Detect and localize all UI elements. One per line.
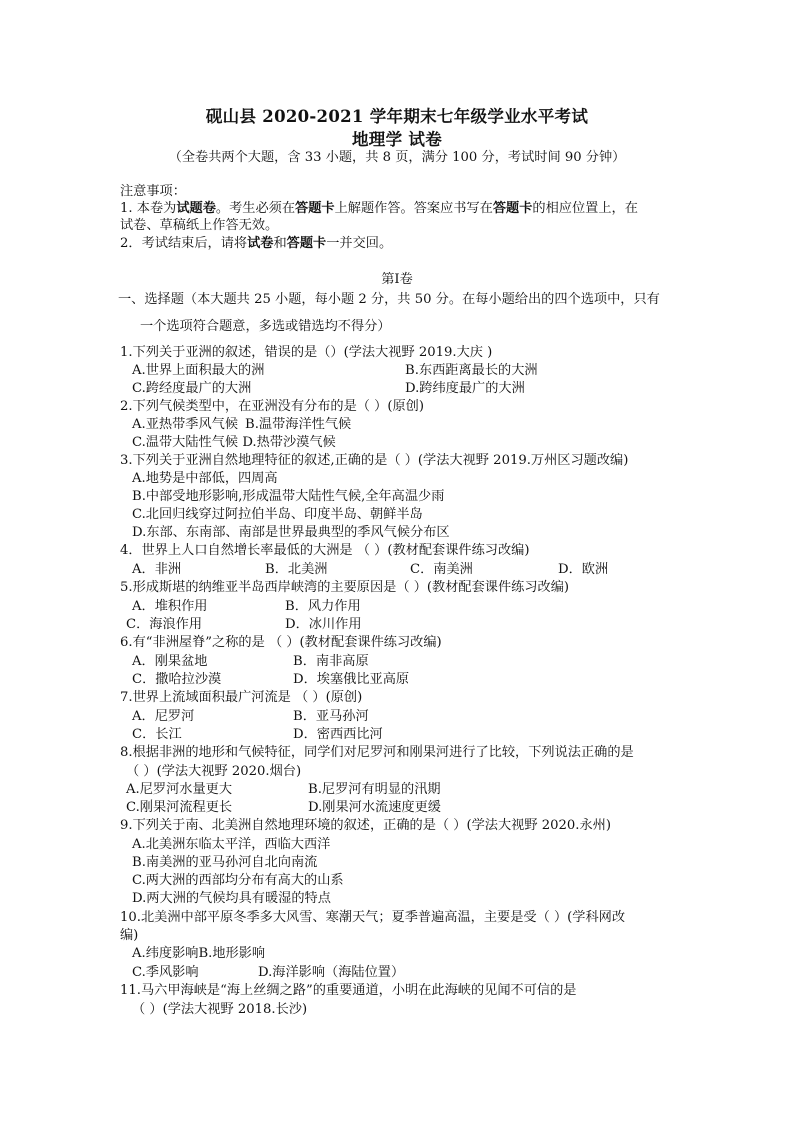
question-2-option-cd: C.温带大陆性气候 D.热带沙漠气候 xyxy=(132,435,336,450)
question-3-option-a: A.地势是中部低，四周高 xyxy=(132,471,278,486)
question-1-stem: 1.下列关于亚洲的叙述，错误的是（）(学法大视野 2019.大庆 ) xyxy=(120,345,493,360)
exam-info: （全卷共两个大题，含 33 小题，共 8 页，满分 100 分，考试时间 90 分钟） xyxy=(168,150,626,165)
question-9-option-b: B.南美洲的亚马孙河自北向南流 xyxy=(132,855,318,870)
question-4-option-b: B．北美洲 xyxy=(265,562,328,577)
question-2-option-a: A.亚热带季风气候 xyxy=(132,417,239,432)
question-9-option-d: D.两大洲的气候均具有暖湿的特点 xyxy=(132,891,331,906)
question-9-stem: 9.下列关于南、北美洲自然地理环境的叙述，正确的是（ ）(学法大视野 2020.永州) xyxy=(120,818,612,833)
question-10-stem: 10.北美洲中部平原冬季多大风雪、寒潮天气；夏季普遍高温，主要是受（ ）(学科网改 xyxy=(120,910,626,925)
section-instruction: 一、选择题（本大题共 25 小题，每小题 2 分，共 50 分。在每小题给出的四个选项中，只有 xyxy=(118,292,660,307)
question-7-option-c: C．长江 xyxy=(132,727,182,742)
question-9-option-a: A.北美洲东临太平洋，西临大西洋 xyxy=(132,837,331,852)
question-5-stem: 5.形成斯堪的纳维亚半岛西岸峡湾的主要原因是（ ）(教材配套课件练习改编) xyxy=(120,580,570,595)
question-10-option-ab: A.纬度影响B.地形影响 xyxy=(132,946,266,961)
question-10-option-c: C.季风影响 xyxy=(132,965,199,980)
question-11-stem: 11.马六甲海峡是“海上丝绸之路”的重要通道，小明在此海峡的见闻不可信的是 xyxy=(120,983,577,998)
question-9-option-c: C.两大洲的西部均分布有高大的山系 xyxy=(132,873,344,888)
question-8-stem-cont: （ ）(学法大视野 2020.烟台) xyxy=(126,764,302,779)
question-7-option-a: A．尼罗河 xyxy=(132,709,195,724)
question-7-option-d: D．密西西比河 xyxy=(293,727,383,742)
question-2-stem: 2.下列气候类型中，在亚洲没有分布的是（ ）(原创) xyxy=(120,399,424,414)
notice-item-2: 2．考试结束后，请将试卷和答题卡一并交回。 xyxy=(120,236,393,251)
question-5-option-a: A．堆积作用 xyxy=(132,599,208,614)
question-6-option-b: B．南非高原 xyxy=(293,654,369,669)
notice-item-1-cont: 试卷、草稿纸上作答无效。 xyxy=(120,218,279,233)
question-8-option-b: B.尼罗河有明显的汛期 xyxy=(308,782,441,797)
question-3-stem: 3.下列关于亚洲自然地理特征的叙述,正确的是（ ）(学法大视野 2019.万州区习题改编) xyxy=(120,453,629,468)
question-6-option-a: A．刚果盆地 xyxy=(132,654,208,669)
question-8-stem: 8.根据非洲的地形和气候特征，同学们对尼罗河和刚果河进行了比较，下列说法正确的是 xyxy=(120,745,634,760)
question-3-option-d: D.东部、东南部、南部是世界最典型的季风气候分布区 xyxy=(132,525,450,540)
question-4-option-d: D．欧洲 xyxy=(558,562,609,577)
question-1-option-d: D.跨纬度最广的大洲 xyxy=(405,381,525,396)
section-instruction-cont: 一个选项符合题意，多选或错选均不得分） xyxy=(140,319,391,334)
question-5-option-d: D．冰川作用 xyxy=(285,617,362,632)
question-6-option-c: C．撒哈拉沙漠 xyxy=(132,672,222,687)
question-10-stem-cont: 编) xyxy=(120,928,139,943)
exam-title: 砚山县 2020-2021 学年期末七年级学业水平考试 xyxy=(205,107,589,126)
question-5-option-c: C．海浪作用 xyxy=(126,617,203,632)
section-label: 第Ⅰ卷 xyxy=(381,272,413,287)
question-3-option-b: B.中部受地形影响,形成温带大陆性气候,全年高温少雨 xyxy=(132,489,445,504)
question-3-option-c: C.北回归线穿过阿拉伯半岛、印度半岛、朝鲜半岛 xyxy=(132,507,423,522)
question-4-option-c: C．南美洲 xyxy=(410,562,473,577)
question-5-option-b: B．风力作用 xyxy=(285,599,361,614)
question-2-option-b: B.温带海洋性气候 xyxy=(245,417,352,432)
question-1-option-a: A.世界上面积最大的洲 xyxy=(132,363,265,378)
notice-item-1: 1. 本卷为试题卷。考生必须在答题卡上解题作答。答案应书写在答题卡的相应位置上，在 xyxy=(120,201,638,216)
question-4-stem: 4．世界上人口自然增长率最低的大洲是 （ ）(教材配套课件练习改编) xyxy=(120,543,530,558)
question-8-option-c: C.刚果河流程更长 xyxy=(126,800,233,815)
question-10-option-d: D.海洋影响（海陆位置） xyxy=(258,965,405,980)
notice-heading: 注意事项： xyxy=(120,184,186,199)
exam-subtitle: 地理学 试卷 xyxy=(351,130,443,149)
question-8-option-d: D.刚果河水流速度更缓 xyxy=(308,800,441,815)
question-11-stem-cont: （ ）(学法大视野 2018.长沙) xyxy=(132,1002,308,1017)
question-1-option-b: B.东西距离最长的大洲 xyxy=(405,363,538,378)
question-1-option-c: C.跨经度最广的大洲 xyxy=(132,381,252,396)
question-7-stem: 7.世界上流域面积最广河流是 （ ）(原创) xyxy=(120,690,363,705)
question-7-option-b: B．亚马孙河 xyxy=(293,709,369,724)
question-8-option-a: A.尼罗河水量更大 xyxy=(126,782,233,797)
question-6-option-d: D．埃塞俄比亚高原 xyxy=(293,672,410,687)
question-4-option-a: A．非洲 xyxy=(132,562,182,577)
question-6-stem: 6.有“非洲屋脊”之称的是 （ ）(教材配套课件练习改编) xyxy=(120,635,442,650)
